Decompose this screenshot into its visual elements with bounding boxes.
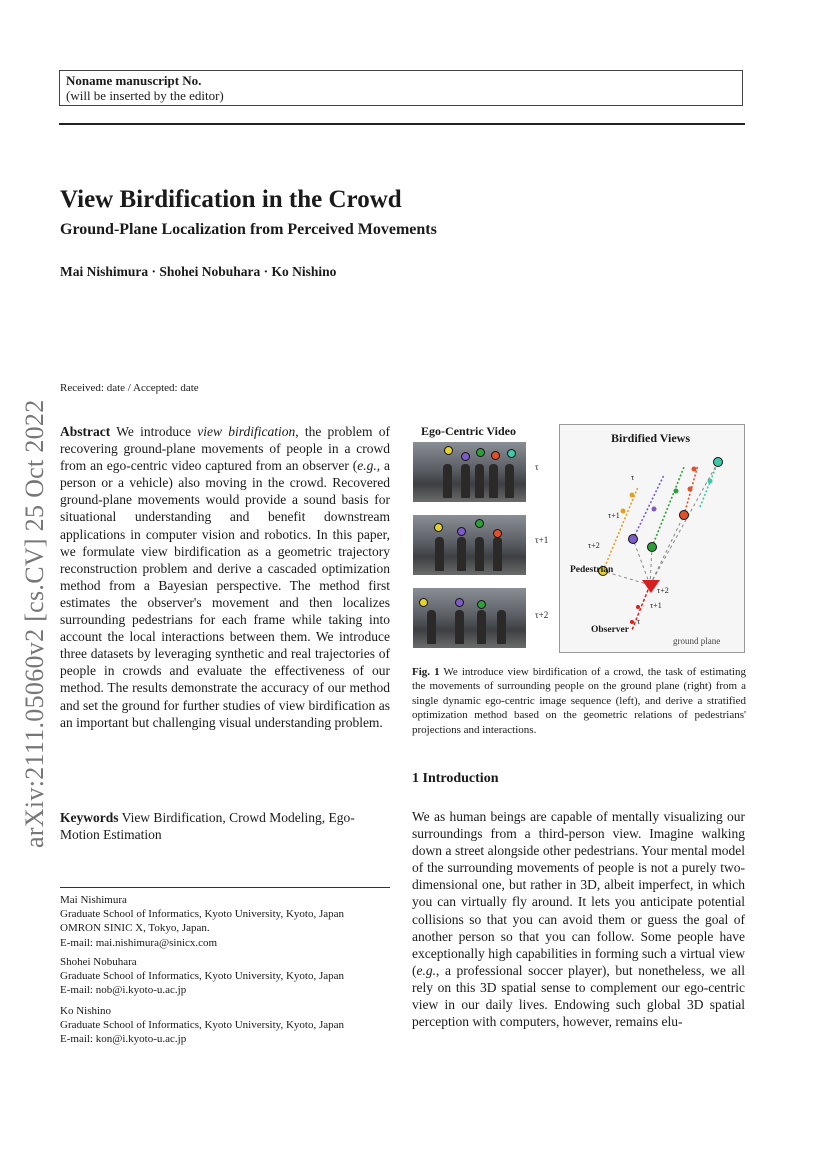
keywords-label: Keywords: [60, 810, 119, 825]
section-number: 1: [412, 771, 419, 786]
frame-label: τ+2: [535, 610, 549, 620]
figure-1: [412, 422, 747, 655]
tau-label: τ: [637, 617, 641, 626]
arxiv-stamp: arXiv:2111.05060v2 [cs.CV] 25 Oct 2022: [20, 399, 49, 848]
footnote-author: [60, 955, 400, 998]
footnote-name: Ko Nishino: [60, 1005, 112, 1017]
footnote-line: Graduate School of Informatics, Kyoto University, Kyoto, Japan: [60, 908, 345, 921]
footnote-line: E-mail: mai.nishimura@sinicx.com: [60, 936, 218, 949]
received-date: Received: date / Accepted: date: [60, 382, 199, 394]
footnote-author: [60, 1004, 400, 1047]
footnote-line: Graduate School of Informatics, Kyoto University, Kyoto, Japan: [60, 1019, 345, 1032]
pedestrian-label: Pedestrian: [570, 565, 614, 575]
intro-text: , a professional soccer player), but nonetheless, we all rely on this 3D spatial sense to complement our ego-centric view in our daily lives. Endowing such global 3D spatial perception with computers, however, remains elu-: [412, 962, 745, 1030]
editor-note: (will be inserted by the editor): [66, 88, 224, 103]
manuscript-label: Noname manuscript No.: [66, 73, 202, 88]
video-frame-2: [413, 515, 526, 575]
keywords: [60, 809, 390, 843]
birdified-view-panel: [559, 424, 745, 653]
video-frame-3: [413, 588, 526, 648]
video-frame-1: [413, 442, 526, 502]
abstract: [60, 423, 390, 731]
keywords-text: View Birdification, Crowd Modeling, Ego-Motion Estimation: [60, 810, 355, 843]
footnote-line: E-mail: nob@i.kyoto-u.ac.jp: [60, 984, 187, 997]
tau-label: τ+2: [657, 586, 669, 595]
footnote-name: Shohei Nobuhara: [60, 956, 137, 968]
footnote-name: Mai Nishimura: [60, 894, 127, 906]
tau-label: τ+2: [588, 541, 600, 550]
intro-eg: e.g.: [416, 962, 436, 978]
section-heading: [412, 771, 498, 787]
manuscript-box: [59, 70, 743, 106]
footnote-author: [60, 893, 400, 950]
caption-label: Fig. 1: [412, 666, 440, 678]
paper-title: View Birdification in the Crowd: [60, 186, 402, 213]
caption-text: We introduce view birdification of a crowd, the task of estimating the movements of surrounding people on the ground plane (right) from a single dynamic ego-centric image sequence (left), and derive a stratified optimization method based on the geometric relations of pedestrians' projections and interactions.: [412, 666, 746, 736]
footnote-line: Graduate School of Informatics, Kyoto University, Kyoto, Japan: [60, 970, 345, 983]
abstract-label: Abstract: [60, 424, 111, 439]
observer-label: Observer: [591, 625, 629, 635]
footnote-rule: [60, 887, 390, 888]
abstract-text: , the problem of recovering ground-plane movements of people in a crowd from an ego-centric video captured from an observer (: [60, 424, 390, 474]
tau-label: τ: [631, 473, 635, 482]
abstract-text: , a person or a vehicle) also moving in the crowd. Recovered ground-plane movements would provide a sound basis for situational understanding and benefit downstream applications in computer vision and robotics. In this paper, we formulate view birdification as a geometric trajectory reconstruction problem and derive a cascaded optimization method from a Bayesian perspective. The method first estimates the observer's movement and then localizes surrounding pedestrians for each frame while taking into account the local interactions between them. We introduce three datasets by leveraging synthetic and real trajectories of people in crowds and evaluate the effectiveness of our method. The results demonstrate the accuracy of our method and set the ground for further studies of view birdification as an important but challenging visual understanding problem.: [60, 458, 390, 730]
figure-right-title: Birdified Views: [611, 431, 691, 445]
intro-text: We as human beings are capable of mentally visualizing our surroundings from a third-person view. Imagine walking down a street alongside other pedestrians. Your mental model of the surrounding movements of people is not a purely two-dimensional one, but rather in 3D, albeit imperfect, in which you can virtually fly around. It lets you anticipate potential collisions so that you can avoid them or guess the goal of another person so that you can follow. Some people have exceptionally high capabilities in forming such a virtual view (: [412, 809, 745, 978]
figure-left-title: Ego-Centric Video: [421, 424, 516, 438]
birdified-trajectories: [560, 425, 744, 652]
author-list: Mai Nishimura · Shohei Nobuhara · Ko Nishino: [60, 264, 337, 279]
section-title: Introduction: [422, 771, 499, 786]
figure-caption: [412, 665, 746, 737]
introduction-text: [412, 808, 745, 1030]
tau-label: τ+1: [650, 601, 662, 610]
header-rule: [59, 123, 745, 125]
abstract-term: view birdification: [197, 424, 296, 439]
footnote-line: OMRON SINIC X, Tokyo, Japan.: [60, 922, 210, 935]
tau-label: τ+1: [608, 511, 620, 520]
ground-plane-label: ground plane: [673, 636, 721, 646]
abstract-eg: e.g.: [357, 458, 377, 474]
frame-label: τ: [535, 462, 539, 472]
footnote-line: E-mail: kon@i.kyoto-u.ac.jp: [60, 1033, 187, 1046]
frame-label: τ+1: [535, 535, 549, 545]
abstract-text: We introduce: [110, 424, 198, 439]
paper-subtitle: Ground-Plane Localization from Perceived Movements: [60, 221, 437, 238]
